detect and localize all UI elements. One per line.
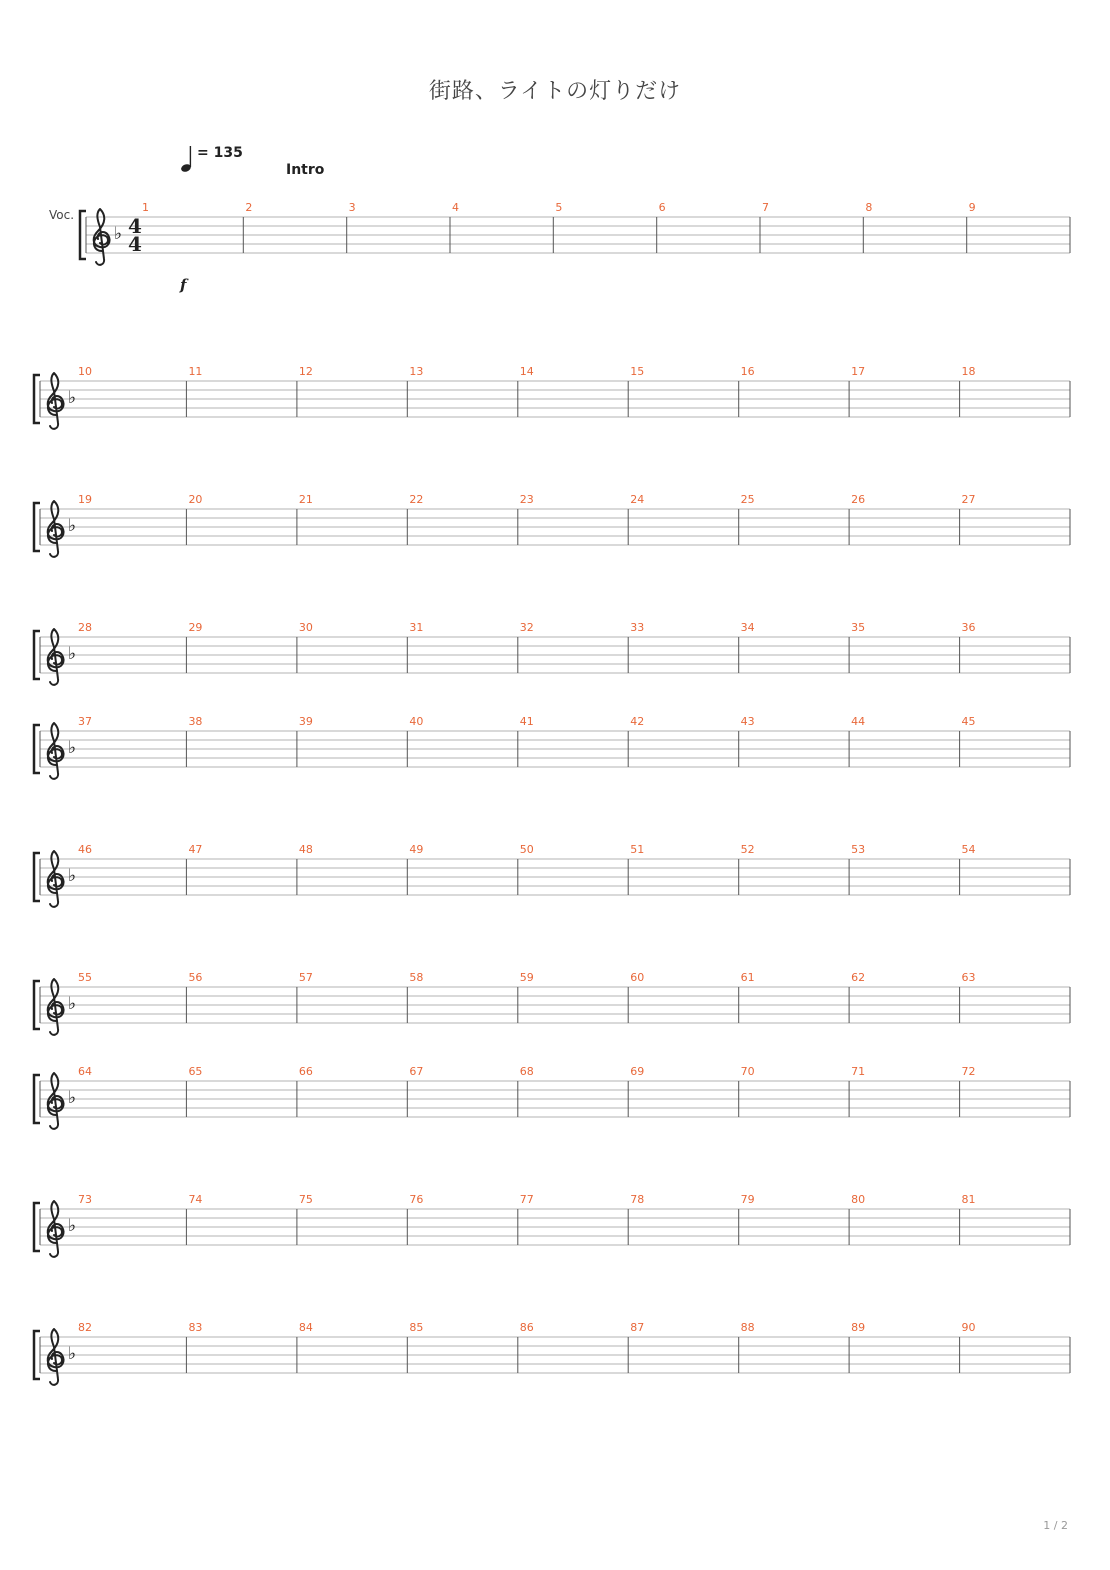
measure-number: 3: [348, 201, 356, 214]
measure-number: 75: [298, 1193, 313, 1206]
measure-number: 59: [519, 971, 534, 984]
staff: [0, 1193, 1110, 1263]
measure-number: 21: [298, 493, 313, 506]
measure-number: 31: [409, 621, 424, 634]
measure-number: 50: [519, 843, 534, 856]
measure-number: 68: [519, 1065, 534, 1078]
key-signature-flat: ♭: [68, 1216, 77, 1236]
staff-system: [0, 201, 1110, 271]
measure-number: 16: [740, 365, 755, 378]
key-signature-flat: ♭: [68, 644, 77, 664]
key-signature-flat: ♭: [114, 224, 123, 244]
key-signature-flat: ♭: [68, 994, 77, 1014]
system-bracket: [34, 1331, 40, 1379]
measure-number: 86: [519, 1321, 534, 1334]
page-number: 1 / 2: [1043, 1519, 1068, 1532]
dynamic-marking: f: [180, 276, 187, 294]
time-signature-top: 4: [128, 214, 142, 238]
measure-number: 29: [188, 621, 203, 634]
system-bracket: [34, 1075, 40, 1123]
measure-number: 48: [298, 843, 313, 856]
staff-system: [0, 365, 1110, 435]
measure-number: 67: [409, 1065, 424, 1078]
staff-system: [0, 1065, 1110, 1135]
measure-number: 87: [630, 1321, 645, 1334]
measure-number: 58: [409, 971, 424, 984]
measure-number: 32: [519, 621, 534, 634]
measure-number: 88: [740, 1321, 755, 1334]
measure-number: 62: [851, 971, 866, 984]
time-signature-bottom: 4: [128, 232, 142, 256]
measure-number: 85: [409, 1321, 424, 1334]
measure-number: 52: [740, 843, 755, 856]
measure-number: 47: [188, 843, 203, 856]
measure-number: 38: [188, 715, 203, 728]
measure-number: 63: [961, 971, 976, 984]
measure-number: 60: [630, 971, 645, 984]
staff: [0, 365, 1110, 435]
staff-system: [0, 621, 1110, 691]
staff-system: [0, 971, 1110, 1041]
measure-number: 26: [851, 493, 866, 506]
system-bracket: [34, 375, 40, 423]
measure-number: 54: [961, 843, 976, 856]
measure-number: 23: [519, 493, 534, 506]
measure-number: 64: [78, 1065, 92, 1078]
measure-number: 2: [245, 201, 253, 214]
staff-system: [0, 715, 1110, 785]
system-bracket: [34, 853, 40, 901]
measure-number: 15: [630, 365, 645, 378]
measure-number: 77: [519, 1193, 534, 1206]
measure-number: 56: [188, 971, 203, 984]
measure-number: 19: [78, 493, 92, 506]
key-signature-flat: ♭: [68, 516, 77, 536]
measure-number: 12: [298, 365, 313, 378]
measure-number: 41: [519, 715, 534, 728]
staff: [0, 971, 1110, 1041]
system-bracket: [34, 981, 40, 1029]
key-signature-flat: ♭: [68, 388, 77, 408]
measure-number: 55: [78, 971, 92, 984]
measure-number: 51: [630, 843, 645, 856]
system-bracket: [34, 725, 40, 773]
measure-number: 11: [188, 365, 203, 378]
measure-number: 57: [298, 971, 313, 984]
measure-number: 25: [740, 493, 755, 506]
measure-number: 18: [961, 365, 976, 378]
measure-number: 27: [961, 493, 976, 506]
quarter-note-icon: [180, 144, 194, 174]
measure-number: 10: [78, 365, 92, 378]
measure-number: 79: [740, 1193, 755, 1206]
staff: [0, 493, 1110, 563]
measure-number: 36: [961, 621, 976, 634]
measure-number: 53: [851, 843, 866, 856]
measure-number: 33: [630, 621, 645, 634]
measure-number: 84: [298, 1321, 313, 1334]
measure-number: 81: [961, 1193, 976, 1206]
system-bracket: [34, 503, 40, 551]
measure-number: 34: [740, 621, 755, 634]
tempo-value: = 135: [197, 145, 243, 161]
system-bracket: [34, 631, 40, 679]
measure-number: 40: [409, 715, 424, 728]
measure-number: 9: [968, 201, 976, 214]
score-title: 街路、ライトの灯りだけ: [428, 79, 682, 104]
measure-number: 72: [961, 1065, 976, 1078]
measure-number: 42: [630, 715, 645, 728]
measure-number: 89: [851, 1321, 866, 1334]
measure-number: 43: [740, 715, 755, 728]
staff: [0, 621, 1110, 691]
measure-number: 28: [78, 621, 92, 634]
staff-system: [0, 1193, 1110, 1263]
measure-number: 14: [519, 365, 534, 378]
measure-number: 46: [78, 843, 92, 856]
measure-number: 37: [78, 715, 92, 728]
system-bracket: [80, 211, 86, 259]
staff: [0, 1321, 1110, 1391]
staff: [0, 1065, 1110, 1135]
measure-number: 5: [555, 201, 563, 214]
measure-number: 44: [851, 715, 866, 728]
measure-number: 20: [188, 493, 203, 506]
measure-number: 8: [865, 201, 873, 214]
staff-system: [0, 843, 1110, 913]
measure-number: 35: [851, 621, 866, 634]
measure-number: 78: [630, 1193, 645, 1206]
staff: [0, 843, 1110, 913]
measure-number: 76: [409, 1193, 424, 1206]
measure-number: 61: [740, 971, 755, 984]
measure-number: 83: [188, 1321, 203, 1334]
measure-number: 69: [630, 1065, 645, 1078]
measure-number: 6: [658, 201, 666, 214]
measure-number: 71: [851, 1065, 866, 1078]
measure-number: 49: [409, 843, 424, 856]
staff-system: [0, 1321, 1110, 1391]
measure-number: 66: [298, 1065, 313, 1078]
measure-number: 39: [298, 715, 313, 728]
key-signature-flat: ♭: [68, 1088, 77, 1108]
key-signature-flat: ♭: [68, 866, 77, 886]
measure-number: 13: [409, 365, 424, 378]
key-signature-flat: ♭: [68, 1344, 77, 1364]
measure-number: 1: [142, 201, 149, 214]
key-signature-flat: ♭: [68, 738, 77, 758]
measure-number: 70: [740, 1065, 755, 1078]
measure-number: 17: [851, 365, 866, 378]
staff-system: [0, 493, 1110, 563]
measure-number: 80: [851, 1193, 866, 1206]
measure-number: 30: [298, 621, 313, 634]
measure-number: 82: [78, 1321, 92, 1334]
measure-number: 7: [762, 201, 769, 214]
instrument-label: Voc.: [49, 208, 75, 222]
staff: [0, 715, 1110, 785]
measure-number: 90: [961, 1321, 976, 1334]
measure-number: 45: [961, 715, 976, 728]
measure-number: 4: [452, 201, 459, 214]
measure-number: 65: [188, 1065, 203, 1078]
measure-number: 73: [78, 1193, 92, 1206]
system-bracket: [34, 1203, 40, 1251]
section-label: Intro: [286, 162, 325, 178]
measure-number: 24: [630, 493, 645, 506]
measure-number: 74: [188, 1193, 203, 1206]
measure-number: 22: [409, 493, 424, 506]
